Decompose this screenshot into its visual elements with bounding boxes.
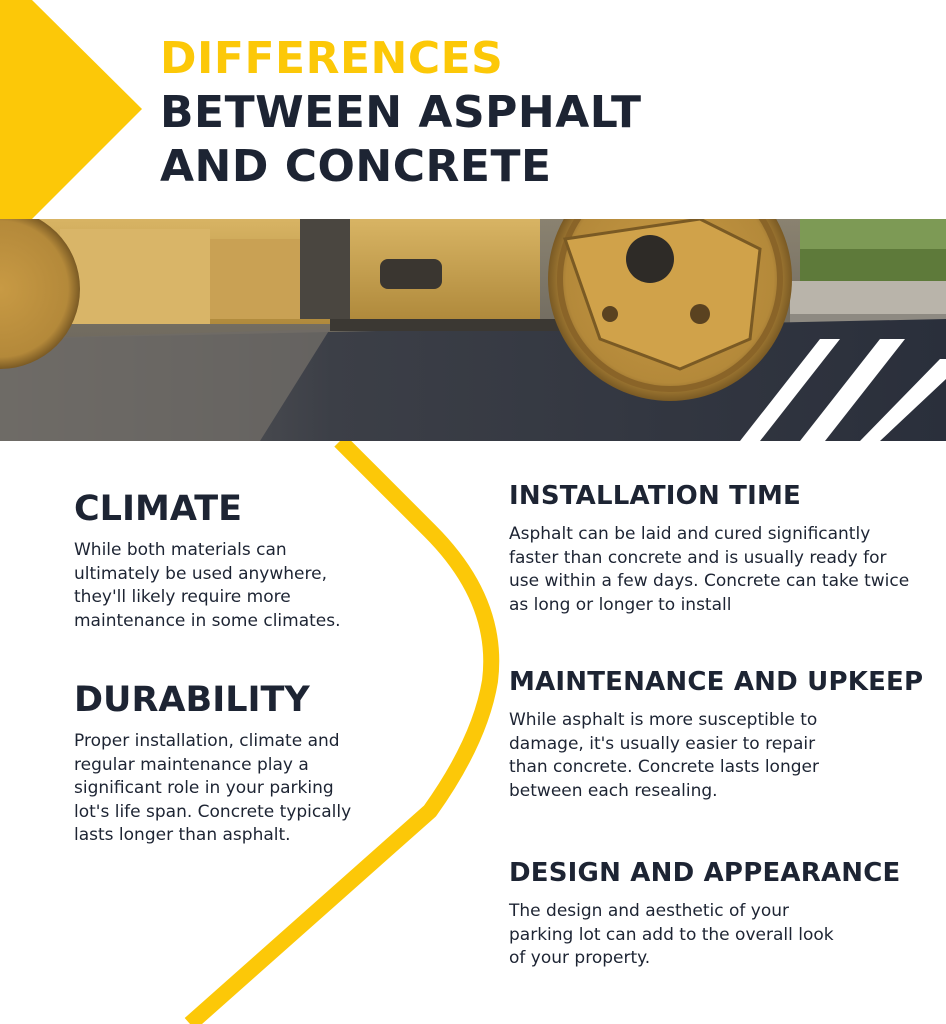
durability-body: Proper installation, climate and regular maintenance play a significant role in your parking lot's life span. Concrete typically lasts longer than asphalt. (74, 731, 352, 845)
title-line-1: DIFFERENCES (160, 33, 504, 84)
climate-body: While both materials can ultimately be used anywhere, they'll likely require more maintenance in some climates. (74, 540, 341, 631)
page-title (160, 32, 642, 194)
design-section (509, 858, 919, 971)
installation-time-heading: INSTALLATION TIME (509, 481, 802, 511)
maintenance-heading: MAINTENANCE AND UPKEEP (509, 667, 924, 697)
installation-time-section (509, 481, 919, 617)
asphalt-roller-photo (0, 219, 946, 441)
climate-section (74, 489, 374, 633)
title-line-3: AND CONCRETE (160, 141, 552, 192)
title-line-2: BETWEEN ASPHALT (160, 87, 642, 138)
yellow-arrow-shape (0, 0, 142, 219)
design-heading: DESIGN AND APPEARANCE (509, 858, 901, 888)
design-body: The design and aesthetic of your parking lot can add to the overall look of your property. (509, 901, 834, 968)
climate-heading: CLIMATE (74, 489, 242, 529)
durability-heading: DURABILITY (74, 680, 310, 720)
installation-time-body: Asphalt can be laid and cured significantly faster than concrete and is usually ready for use within a few days. Concrete can take twice as long or longer to install (509, 524, 910, 615)
maintenance-section (509, 667, 939, 803)
maintenance-body: While asphalt is more susceptible to damage, it's usually easier to repair than concrete. Concrete lasts longer between each resealing. (509, 710, 819, 801)
durability-section (74, 680, 374, 848)
